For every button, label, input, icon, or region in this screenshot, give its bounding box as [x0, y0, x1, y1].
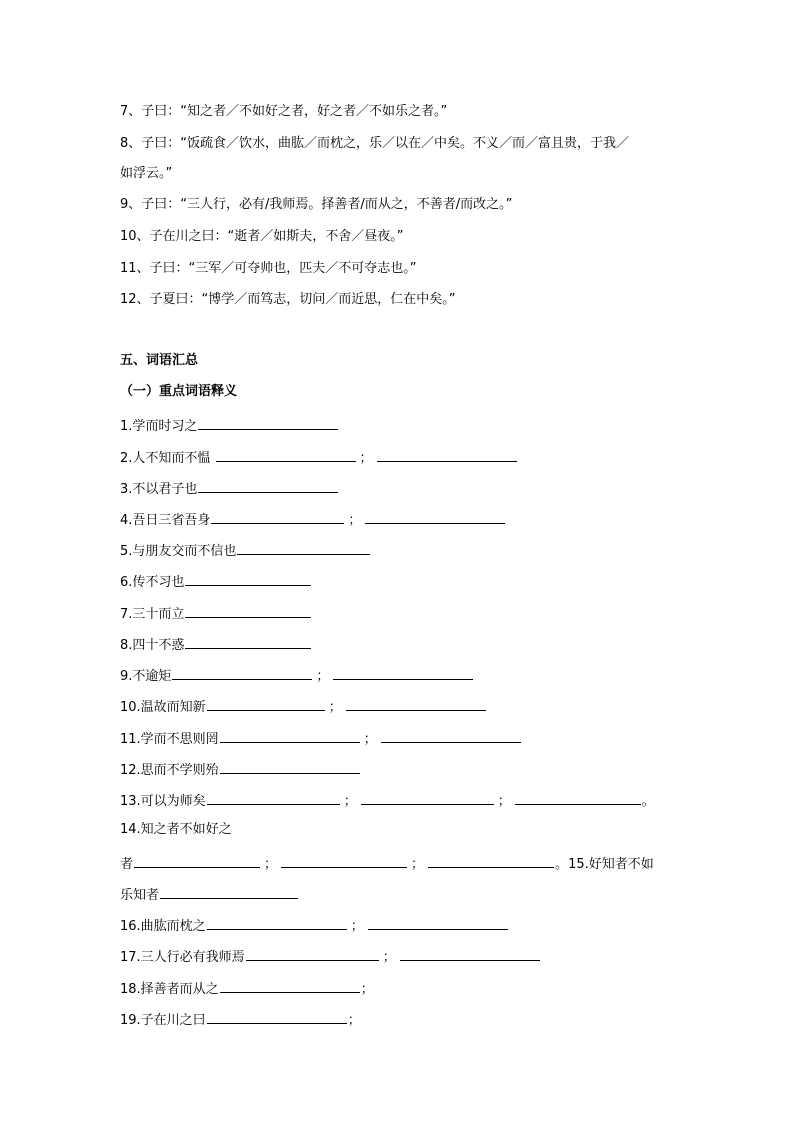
quote-line-7	[120, 101, 447, 123]
semicolon: ；	[382, 950, 396, 965]
term-label: 12.思而不学则殆	[120, 763, 219, 778]
answer-blank[interactable]	[377, 445, 517, 462]
section-title: 五、词语汇总	[120, 353, 199, 368]
term-label: 10.温故而知新	[120, 700, 206, 715]
quote-line-12	[120, 289, 456, 311]
term-label: 17.三人行必有我师焉	[120, 950, 245, 965]
answer-blank[interactable]	[220, 757, 360, 774]
answer-blank[interactable]	[198, 413, 338, 430]
term-line-11	[120, 726, 522, 748]
quote-number: 11	[120, 261, 137, 276]
semicolon: ；	[264, 857, 278, 872]
answer-blank[interactable]	[346, 694, 486, 711]
term-label: 16.曲肱而枕之	[120, 919, 206, 934]
quote-text: 、子曰：“知之者／不如好之者，好之者／不如乐之者。”	[128, 104, 448, 119]
quote-number: 8	[120, 136, 129, 151]
answer-blank[interactable]	[281, 851, 407, 868]
term-label: 2.人不知而不愠	[120, 451, 215, 466]
quote-line-8	[120, 133, 629, 155]
term-line-18	[120, 976, 374, 998]
semicolon: ；	[411, 857, 425, 872]
term-line-16	[120, 913, 509, 935]
term-line-14-cont	[120, 851, 654, 873]
term-line-7	[120, 601, 312, 623]
quote-line-8-cont	[120, 163, 172, 185]
quote-line-10	[120, 226, 404, 248]
term-line-17	[120, 944, 541, 966]
answer-blank[interactable]	[237, 538, 370, 555]
semicolon: ；	[347, 1013, 361, 1028]
term-line-19	[120, 1007, 361, 1029]
term-label: 6.传不习也	[120, 575, 185, 590]
quote-text: 、子曰：“三人行，必有/我师焉。择善者/而从之，不善者/而改之。”	[128, 197, 513, 212]
term-label: 者	[120, 857, 134, 872]
answer-blank[interactable]	[220, 976, 360, 993]
term-line-4	[120, 507, 506, 529]
quote-number: 12	[120, 292, 137, 307]
term-line-5	[120, 538, 371, 560]
term-label: 1.学而时习之	[120, 419, 198, 434]
quote-text: 如浮云。”	[120, 166, 173, 181]
semicolon: ；	[348, 513, 362, 528]
term-label: 3.不以君子也	[120, 482, 198, 497]
answer-blank[interactable]	[185, 632, 311, 649]
answer-blank[interactable]	[368, 913, 508, 930]
term-line-9	[120, 663, 474, 685]
answer-blank[interactable]	[246, 944, 379, 961]
answer-blank[interactable]	[381, 726, 521, 743]
quote-text: 、子曰：“饭疏食／饮水，曲肱／而枕之，乐／以在／中矣。不义／而／富且贵，于我／	[128, 136, 630, 151]
term-line-6	[120, 569, 312, 591]
term-label: 19.子在川之曰	[120, 1013, 206, 1028]
term-label: 4.吾日三省吾身	[120, 513, 211, 528]
term-line-12	[120, 757, 361, 779]
term-line-3	[120, 476, 339, 498]
quote-text: 、子在川之曰：“逝者／如斯夫，不舍／昼夜。”	[136, 229, 404, 244]
term-label: 13.可以为师矣	[120, 794, 206, 809]
term-label: 8.四十不惑	[120, 638, 185, 653]
semicolon: ；	[343, 794, 357, 809]
answer-blank[interactable]	[185, 569, 311, 586]
answer-blank[interactable]	[207, 694, 325, 711]
answer-blank[interactable]	[361, 788, 494, 805]
term-label: 乐知者	[120, 888, 160, 903]
semicolon: ；	[316, 669, 330, 684]
answer-blank[interactable]	[185, 601, 311, 618]
quote-text: 、子夏曰：“博学／而笃志，切问／而近思，仁在中矣。”	[136, 292, 456, 307]
answer-blank[interactable]	[134, 851, 260, 868]
quote-text: 、子曰：“三军／可夺帅也，匹夫／不可夺志也。”	[136, 261, 417, 276]
quote-number: 7	[120, 104, 129, 119]
answer-blank[interactable]	[365, 507, 505, 524]
semicolon: ；	[363, 732, 377, 747]
period: 。	[641, 794, 655, 809]
quote-line-9	[120, 194, 512, 216]
answer-blank[interactable]	[160, 882, 298, 899]
semicolon: ；	[497, 794, 511, 809]
semicolon: ；	[328, 700, 342, 715]
period: 。	[555, 857, 569, 872]
answer-blank[interactable]	[211, 507, 344, 524]
answer-blank[interactable]	[216, 445, 356, 462]
term-label: 11.学而不思则罔	[120, 732, 219, 747]
answer-blank[interactable]	[220, 726, 360, 743]
answer-blank[interactable]	[428, 851, 554, 868]
semicolon: ；	[359, 451, 373, 466]
term-line-2	[120, 445, 518, 467]
quote-line-11	[120, 258, 417, 280]
term-line-14	[120, 819, 232, 841]
section-subtitle: （一）重点词语释义	[120, 384, 238, 399]
term-line-10	[120, 694, 487, 716]
quote-number: 9	[120, 197, 129, 212]
answer-blank[interactable]	[198, 476, 338, 493]
term-label: 18.择善者而从之	[120, 982, 219, 997]
answer-blank[interactable]	[207, 913, 347, 930]
term-line-8	[120, 632, 312, 654]
answer-blank[interactable]	[400, 944, 540, 961]
term-label: 9.不逾矩	[120, 669, 172, 684]
semicolon: ；	[350, 919, 364, 934]
term-line-15-cont	[120, 882, 299, 904]
term-line-13	[120, 788, 655, 810]
answer-blank[interactable]	[207, 788, 340, 805]
semicolon: ；	[360, 982, 374, 997]
term-label: 14.知之者不如好之	[120, 822, 232, 837]
answer-blank[interactable]	[172, 663, 312, 680]
term-line-1	[120, 413, 339, 435]
term-label: 5.与朋友交而不信也	[120, 544, 237, 559]
answer-blank[interactable]	[333, 663, 473, 680]
answer-blank[interactable]	[207, 1007, 347, 1024]
term-label: 15.好知者不如	[568, 857, 654, 872]
quote-number: 10	[120, 229, 137, 244]
answer-blank[interactable]	[515, 788, 641, 805]
term-label: 7.三十而立	[120, 607, 185, 622]
